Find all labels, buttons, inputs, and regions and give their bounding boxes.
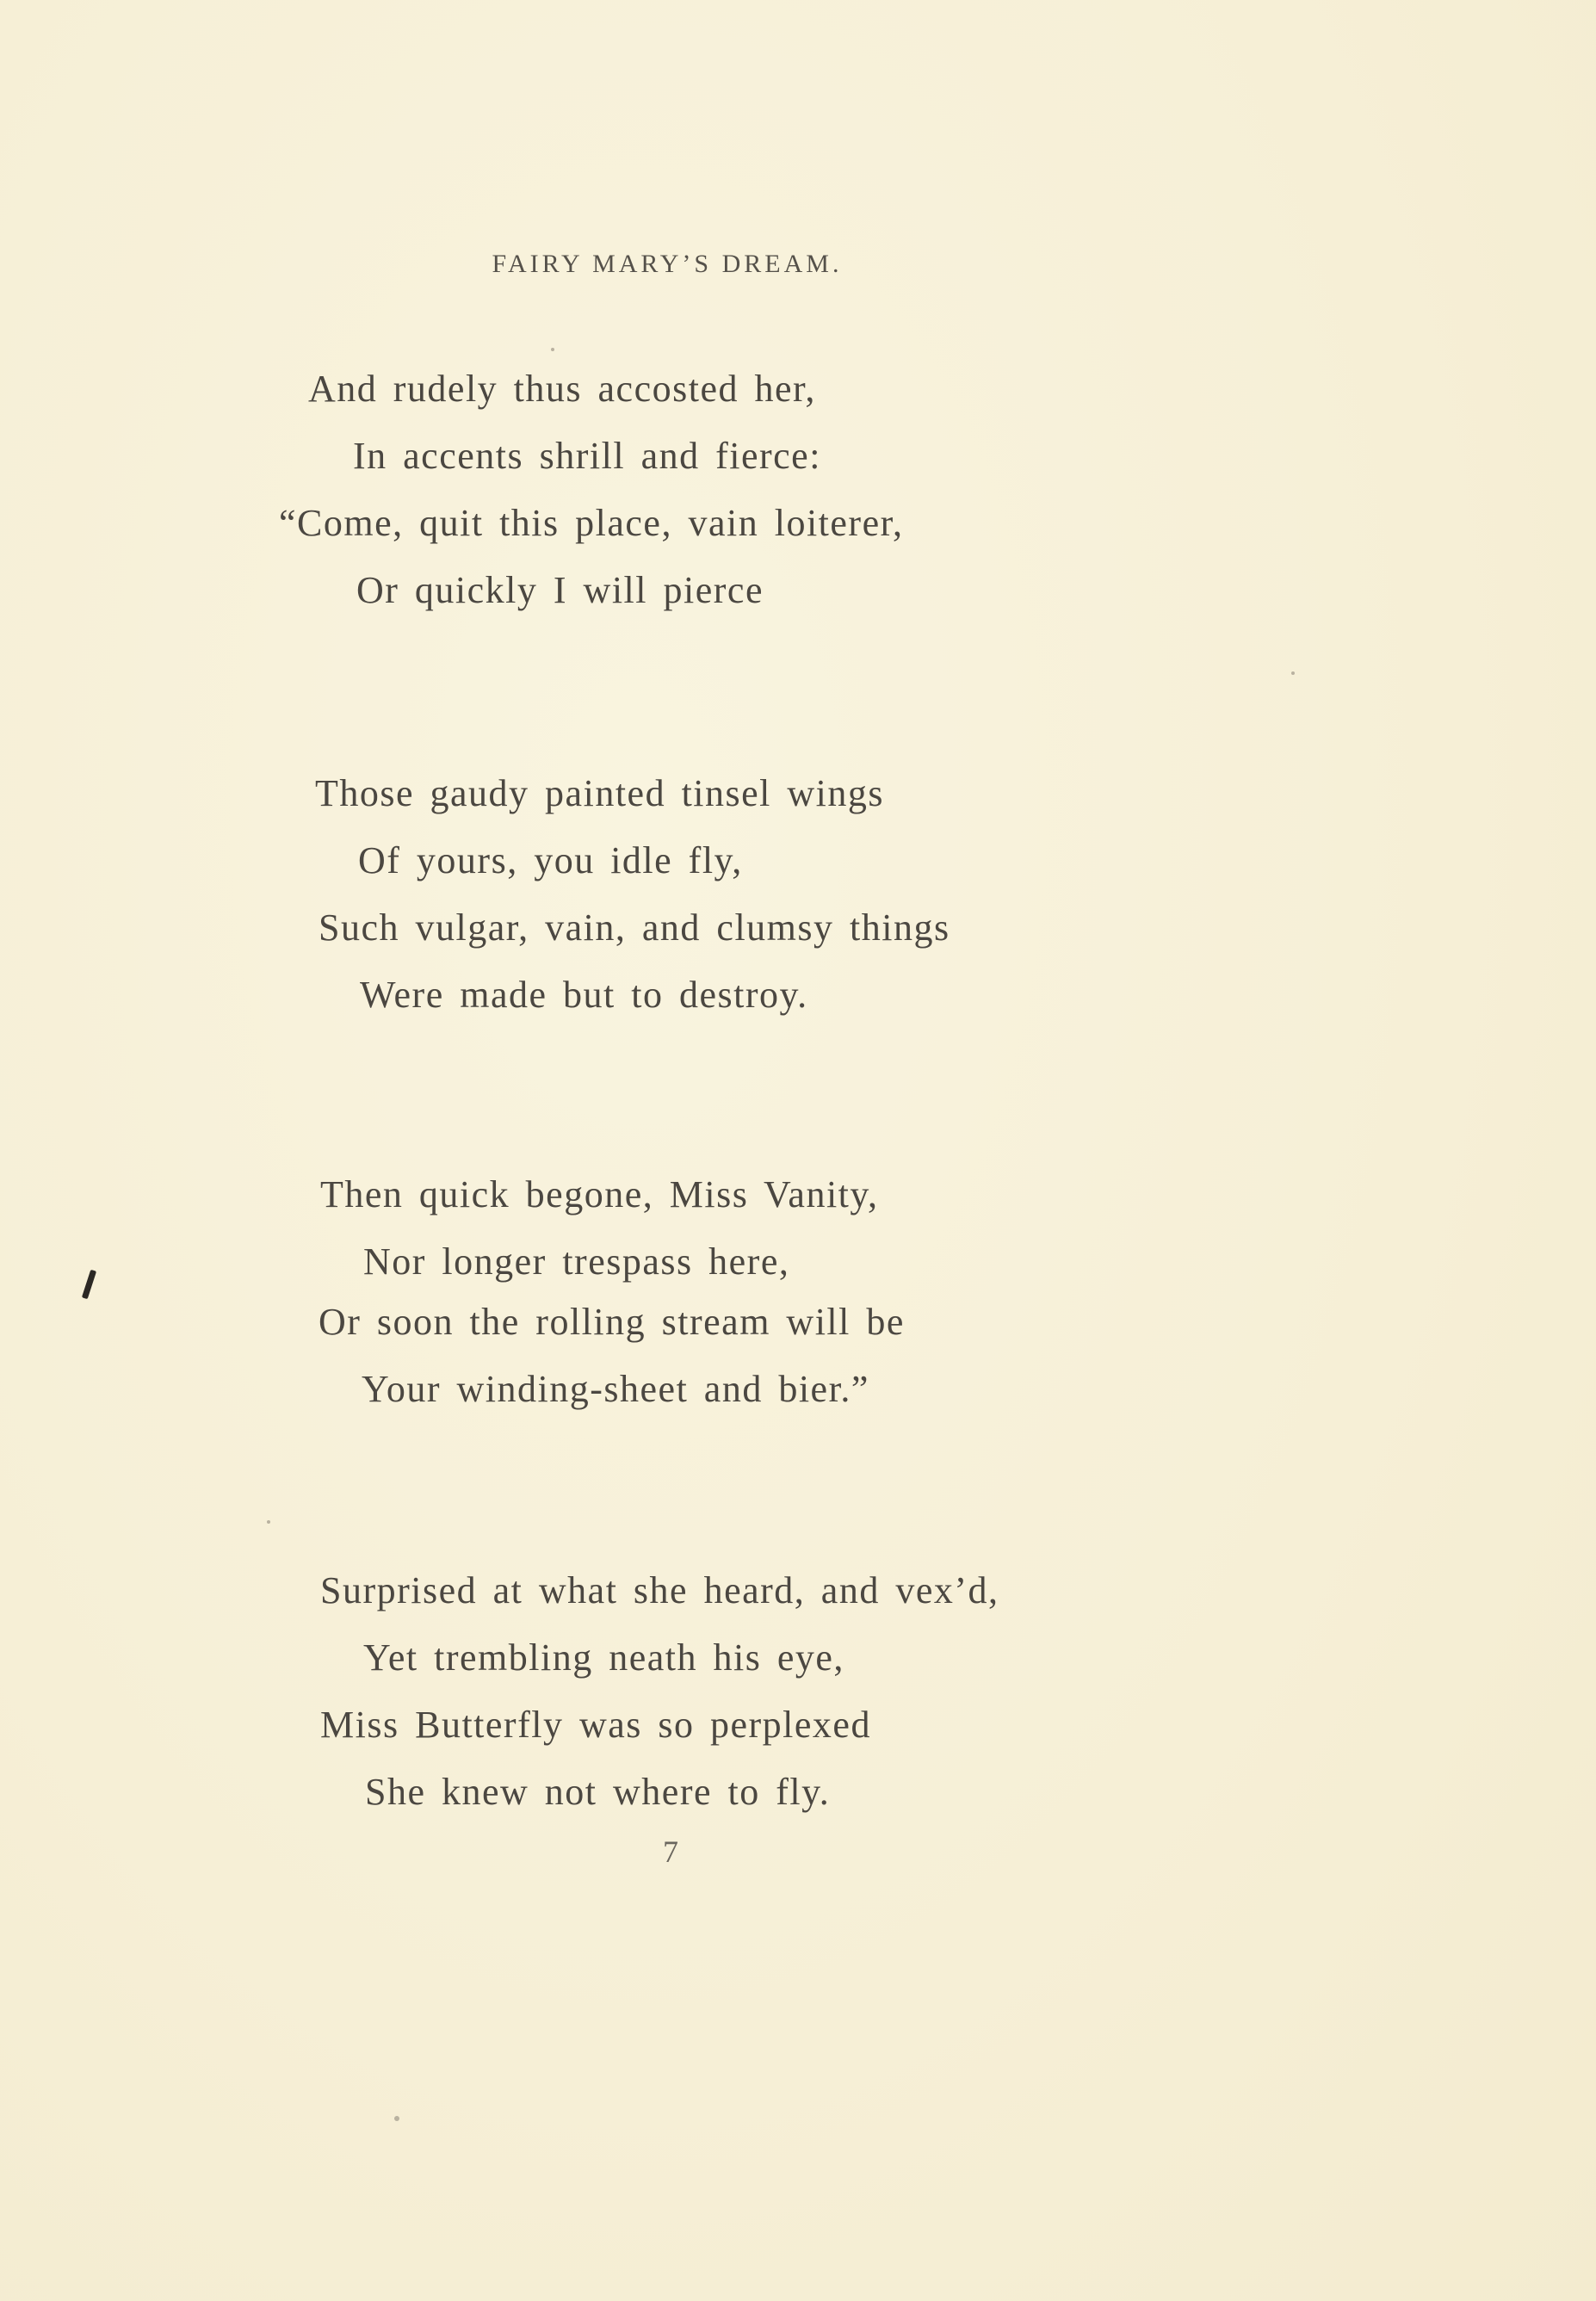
poem-line: Or quickly I will pierce (356, 569, 764, 611)
poem-line: Or soon the rolling stream will be (319, 1301, 905, 1343)
poem-line: Miss Butterfly was so perplexed (320, 1704, 871, 1746)
poem-line: She knew not where to fly. (365, 1771, 831, 1813)
margin-pencil-mark (82, 1270, 96, 1299)
page-number: 7 (663, 1834, 678, 1869)
paper-speck (551, 348, 554, 351)
poem-line: Were made but to destroy. (360, 974, 808, 1016)
poem-line: Yet trembling neath his eye, (363, 1636, 844, 1679)
poem-line: And rudely thus accosted her, (308, 368, 816, 410)
poem-line: Then quick begone, Miss Vanity, (320, 1173, 879, 1215)
paper-speck (394, 2116, 399, 2121)
running-title: FAIRY MARY’S DREAM. (492, 250, 843, 278)
poem-line: Surprised at what she heard, and vex’d, (320, 1569, 999, 1611)
paper-speck (1291, 671, 1295, 675)
poem-line: Nor longer trespass here, (363, 1240, 790, 1283)
poem-line: “Come, quit this place, vain loiterer, (279, 502, 904, 544)
paper-speck (267, 1520, 270, 1524)
poem-line: Such vulgar, vain, and clumsy things (319, 906, 950, 949)
poem-line: Those gaudy painted tinsel wings (315, 772, 885, 814)
poem-line: In accents shrill and fierce: (353, 435, 821, 477)
poem-line: Of yours, you idle fly, (358, 839, 743, 881)
poem-line: Your winding-sheet and bier.” (362, 1368, 869, 1410)
